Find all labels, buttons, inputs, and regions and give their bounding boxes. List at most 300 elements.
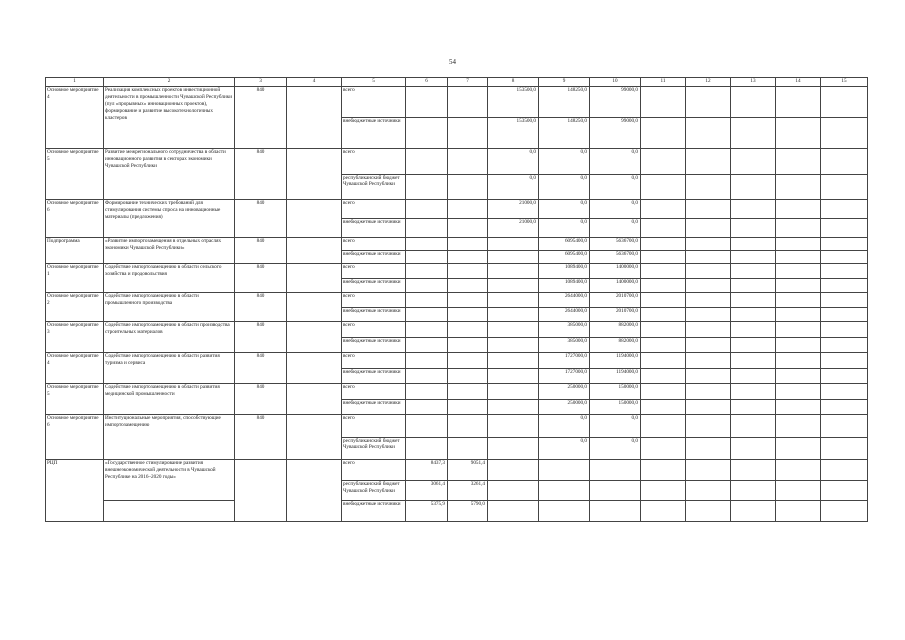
empty-cell (641, 415, 686, 438)
row-code-cell: 840 (235, 322, 287, 353)
empty-cell (731, 118, 776, 149)
row-type-cell: Основное мероприятие 6 (46, 415, 104, 460)
value-cell: 5375,9 (406, 501, 448, 522)
row-type-cell: Основное мероприятие 5 (46, 149, 104, 200)
empty-cell (731, 200, 776, 219)
value-cell: 153500,0 (488, 118, 539, 149)
value-cell (488, 307, 539, 322)
source-cell: всего (342, 264, 406, 279)
value-cell (448, 174, 488, 200)
header-cell: 11 (641, 78, 686, 87)
value-cell (448, 337, 488, 353)
empty-cell (776, 118, 821, 149)
empty-cell (821, 238, 868, 251)
empty-cell (776, 238, 821, 251)
row-type-cell: Основное мероприятие 4 (46, 87, 104, 149)
value-cell: 21000,0 (488, 219, 539, 238)
empty-cell (821, 437, 868, 460)
value-cell: 1400000,0 (590, 264, 641, 279)
value-cell: 6095400,0 (539, 238, 590, 251)
row-code-cell: 840 (235, 264, 287, 293)
value-cell: 0,0 (590, 415, 641, 438)
source-cell: всего (342, 322, 406, 338)
row-title-cell: Содействие импортозамещению в области промышленного производства (104, 293, 235, 322)
empty-cell (641, 307, 686, 322)
value-cell: 99000,0 (590, 87, 641, 118)
value-cell (590, 501, 641, 522)
empty-cell (641, 293, 686, 308)
empty-cell (731, 501, 776, 522)
table-row (46, 87, 868, 118)
empty-cell (287, 384, 342, 415)
empty-cell (821, 307, 868, 322)
empty-cell (821, 460, 868, 481)
empty-cell (686, 337, 731, 353)
empty-cell (776, 251, 821, 264)
value-cell: 2010700,0 (590, 307, 641, 322)
empty-cell (641, 399, 686, 415)
value-cell: 250000,0 (539, 399, 590, 415)
empty-cell (776, 501, 821, 522)
header-cell: 10 (590, 78, 641, 87)
value-cell (448, 219, 488, 238)
empty-cell (776, 264, 821, 279)
header-cell: 1 (46, 78, 104, 87)
value-cell: 2010700,0 (590, 293, 641, 308)
empty-cell (776, 87, 821, 118)
value-cell (488, 353, 539, 369)
empty-cell (641, 384, 686, 400)
value-cell: 0,0 (539, 149, 590, 175)
empty-cell (641, 460, 686, 481)
empty-cell (686, 219, 731, 238)
empty-cell (686, 437, 731, 460)
row-code-cell: 840 (235, 200, 287, 238)
empty-cell (776, 480, 821, 501)
source-cell: внебюджетные источники (342, 251, 406, 264)
empty-cell (776, 415, 821, 438)
empty-cell (641, 501, 686, 522)
empty-cell (641, 353, 686, 369)
source-cell: внебюджетные источники (342, 307, 406, 322)
value-cell: 1089400,0 (539, 278, 590, 293)
table-row (46, 415, 868, 438)
empty-cell (731, 384, 776, 400)
funding-table (45, 77, 868, 522)
empty-cell (731, 460, 776, 481)
value-cell: 0,0 (488, 149, 539, 175)
empty-cell (731, 149, 776, 175)
empty-cell (287, 322, 342, 353)
source-cell: всего (342, 353, 406, 369)
empty-cell (821, 251, 868, 264)
value-cell (406, 353, 448, 369)
source-cell: всего (342, 460, 406, 481)
table-row (46, 501, 868, 522)
value-cell (406, 251, 448, 264)
value-cell (406, 368, 448, 384)
value-cell (448, 149, 488, 175)
table-row (46, 460, 868, 481)
value-cell: 150000,0 (590, 399, 641, 415)
value-cell: 9051,4 (448, 460, 488, 481)
row-code-cell: 840 (235, 293, 287, 322)
value-cell: 0,0 (590, 437, 641, 460)
value-cell (406, 337, 448, 353)
value-cell: 882000,0 (590, 337, 641, 353)
value-cell (488, 238, 539, 251)
empty-cell (641, 200, 686, 219)
empty-cell (731, 437, 776, 460)
value-cell (488, 415, 539, 438)
empty-cell (287, 353, 342, 384)
empty-cell (731, 174, 776, 200)
source-cell: внебюджетные источники (342, 399, 406, 415)
row-type-cell: Подпрограмма (46, 238, 104, 264)
empty-cell (731, 353, 776, 369)
source-cell: внебюджетные источники (342, 118, 406, 149)
empty-cell (686, 384, 731, 400)
empty-cell (776, 322, 821, 338)
source-cell: всего (342, 87, 406, 118)
value-cell (406, 219, 448, 238)
empty-cell (686, 322, 731, 338)
header-cell: 12 (686, 78, 731, 87)
value-cell (448, 278, 488, 293)
row-type-cell: Основное мероприятие 2 (46, 293, 104, 322)
empty-cell (821, 264, 868, 279)
empty-cell (776, 384, 821, 400)
empty-cell (731, 293, 776, 308)
row-title-cell: Содействие импортозамещению в области развития медицинской промышленности (104, 384, 235, 415)
empty-cell (731, 219, 776, 238)
value-cell (448, 264, 488, 279)
table-row (46, 238, 868, 251)
page-number: 54 (449, 58, 456, 66)
value-cell (539, 501, 590, 522)
row-title-cell: Развитие межрегионального сотрудничества в области инновационного развития в секторах экономики Чувашской Республики (104, 149, 235, 200)
source-cell: республиканский бюджет Чувашской Республики (342, 480, 406, 501)
empty-cell (686, 251, 731, 264)
header-cell: 14 (776, 78, 821, 87)
source-cell: всего (342, 238, 406, 251)
row-code-cell: 840 (235, 415, 287, 460)
empty-cell (641, 278, 686, 293)
value-cell (406, 415, 448, 438)
value-cell (590, 460, 641, 481)
row-type-cell: Основное мероприятие 1 (46, 264, 104, 293)
value-cell (406, 399, 448, 415)
value-cell (406, 307, 448, 322)
empty-cell (776, 437, 821, 460)
empty-cell (287, 415, 342, 460)
empty-cell (731, 307, 776, 322)
empty-cell (776, 460, 821, 481)
empty-cell (686, 501, 731, 522)
empty-cell (821, 384, 868, 400)
value-cell: 0,0 (539, 437, 590, 460)
source-cell: всего (342, 384, 406, 400)
source-cell: внебюджетные источники (342, 501, 406, 522)
empty-cell (287, 264, 342, 293)
row-title-cell: Содействие импортозамещению в области развития туризма и сервиса (104, 353, 235, 384)
empty-cell (821, 219, 868, 238)
empty-cell (821, 501, 868, 522)
empty-cell (287, 238, 342, 264)
table-row (46, 200, 868, 219)
empty-cell (686, 293, 731, 308)
row-code-cell (235, 460, 287, 522)
value-cell (448, 293, 488, 308)
empty-cell (287, 149, 342, 200)
empty-cell (686, 415, 731, 438)
value-cell (590, 480, 641, 501)
value-cell: 1727000,0 (539, 368, 590, 384)
header-cell: 2 (104, 78, 235, 87)
value-cell: 8437,3 (406, 460, 448, 481)
empty-cell (731, 251, 776, 264)
header-cell: 5 (342, 78, 406, 87)
value-cell (488, 278, 539, 293)
value-cell: 1194000,0 (590, 353, 641, 369)
value-cell (539, 480, 590, 501)
empty-cell (821, 87, 868, 118)
row-type-cell: РЦП (46, 460, 104, 522)
value-cell (448, 353, 488, 369)
value-cell (448, 368, 488, 384)
value-cell: 5636700,0 (590, 238, 641, 251)
empty-cell (776, 200, 821, 219)
empty-cell (821, 368, 868, 384)
value-cell: 148250,0 (539, 118, 590, 149)
table-header-row (46, 78, 868, 87)
empty-cell (821, 353, 868, 369)
empty-cell (686, 149, 731, 175)
empty-cell (776, 219, 821, 238)
value-cell: 2644000,0 (539, 307, 590, 322)
value-cell: 5636700,0 (590, 251, 641, 264)
value-cell: 1194000,0 (590, 368, 641, 384)
value-cell (448, 118, 488, 149)
row-title-cell: Формирование технических требований для стимулирования системы спроса на инновационные материалы (предложения) (104, 200, 235, 238)
value-cell: 3261,4 (448, 480, 488, 501)
empty-cell (686, 238, 731, 251)
table-row (46, 322, 868, 338)
empty-cell (776, 149, 821, 175)
table-row (46, 293, 868, 308)
row-type-cell: Основное мероприятие 5 (46, 384, 104, 415)
empty-cell (641, 264, 686, 279)
value-cell: 2644000,0 (539, 293, 590, 308)
value-cell: 1727000,0 (539, 353, 590, 369)
value-cell: 385000,0 (539, 337, 590, 353)
header-cell: 4 (287, 78, 342, 87)
empty-cell (776, 293, 821, 308)
empty-cell (686, 307, 731, 322)
value-cell (406, 322, 448, 338)
value-cell (488, 460, 539, 481)
header-cell: 3 (235, 78, 287, 87)
row-code-cell: 840 (235, 238, 287, 264)
value-cell (448, 251, 488, 264)
value-cell (448, 307, 488, 322)
value-cell (539, 460, 590, 481)
empty-cell (731, 480, 776, 501)
empty-cell (731, 415, 776, 438)
empty-cell (776, 368, 821, 384)
header-cell: 9 (539, 78, 590, 87)
empty-cell (287, 460, 342, 522)
value-cell (406, 149, 448, 175)
value-cell (448, 87, 488, 118)
empty-cell (821, 174, 868, 200)
empty-cell (641, 437, 686, 460)
value-cell: 5790,0 (448, 501, 488, 522)
empty-cell (641, 149, 686, 175)
header-cell: 8 (488, 78, 539, 87)
value-cell: 0,0 (539, 200, 590, 219)
empty-cell (821, 337, 868, 353)
value-cell: 1400000,0 (590, 278, 641, 293)
value-cell: 6095400,0 (539, 251, 590, 264)
empty-cell (686, 278, 731, 293)
row-title-cell: «Развитие импортозамещения в отдельных отраслях экономики Чувашской Республики» (104, 238, 235, 264)
row-title-cell: Содействие импортозамещению в области производства строительных материалов (104, 322, 235, 353)
empty-cell (821, 415, 868, 438)
header-cell: 7 (448, 78, 488, 87)
value-cell: 0,0 (488, 174, 539, 200)
empty-cell (776, 307, 821, 322)
empty-cell (821, 293, 868, 308)
value-cell: 3061,4 (406, 480, 448, 501)
empty-cell (731, 399, 776, 415)
empty-cell (686, 118, 731, 149)
row-title-cell: «Государственное стимулирование развития внешнеэкономической деятельности в Чувашской Республике на 2016–2020 годы» (104, 460, 235, 501)
value-cell: 0,0 (539, 219, 590, 238)
header-cell: 13 (731, 78, 776, 87)
value-cell: 250000,0 (539, 384, 590, 400)
row-type-cell: Основное мероприятие 6 (46, 200, 104, 238)
table-row (46, 384, 868, 400)
empty-cell (641, 219, 686, 238)
value-cell: 0,0 (590, 149, 641, 175)
empty-cell (731, 238, 776, 251)
value-cell: 153500,0 (488, 87, 539, 118)
empty-cell (686, 353, 731, 369)
empty-cell (776, 399, 821, 415)
empty-cell (731, 278, 776, 293)
row-type-cell: Основное мероприятие 4 (46, 353, 104, 384)
empty-cell (821, 480, 868, 501)
value-cell (406, 118, 448, 149)
table-row (46, 149, 868, 175)
table-row (46, 264, 868, 279)
empty-cell (287, 293, 342, 322)
source-cell: внебюджетные источники (342, 219, 406, 238)
value-cell (488, 437, 539, 460)
value-cell: 882000,0 (590, 322, 641, 338)
value-cell (406, 238, 448, 251)
empty-cell (731, 337, 776, 353)
value-cell: 21000,0 (488, 200, 539, 219)
value-cell: 0,0 (590, 200, 641, 219)
source-cell: всего (342, 149, 406, 175)
empty-cell (686, 174, 731, 200)
value-cell (406, 384, 448, 400)
value-cell (488, 480, 539, 501)
value-cell (406, 174, 448, 200)
empty-cell (776, 278, 821, 293)
value-cell: 1089400,0 (539, 264, 590, 279)
value-cell (448, 200, 488, 219)
value-cell: 99000,0 (590, 118, 641, 149)
value-cell: 0,0 (590, 219, 641, 238)
empty-cell (641, 118, 686, 149)
empty-cell (731, 87, 776, 118)
value-cell (488, 264, 539, 279)
empty-cell (641, 238, 686, 251)
empty-cell (821, 322, 868, 338)
value-cell (406, 87, 448, 118)
empty-cell (821, 200, 868, 219)
source-cell: внебюджетные источники (342, 337, 406, 353)
value-cell (406, 200, 448, 219)
value-cell (448, 415, 488, 438)
empty-cell (731, 322, 776, 338)
source-cell: внебюджетные источники (342, 368, 406, 384)
empty-cell (686, 460, 731, 481)
empty-cell (776, 353, 821, 369)
empty-cell (686, 480, 731, 501)
value-cell (406, 264, 448, 279)
empty-cell (287, 200, 342, 238)
value-cell (488, 251, 539, 264)
empty-cell (731, 264, 776, 279)
empty-cell (686, 200, 731, 219)
row-title-cell: Реализация комплексных проектов инвестиционной деятельности в промышленности Чувашской Республики (пул «прорывных» инновационных проектов), формирование и развитие высокотехнологичных кластеров (104, 87, 235, 149)
row-type-cell: Основное мероприятие 3 (46, 322, 104, 353)
value-cell: 0,0 (590, 174, 641, 200)
empty-cell (686, 399, 731, 415)
empty-cell (641, 251, 686, 264)
empty-cell (287, 87, 342, 149)
value-cell (488, 501, 539, 522)
row-code-cell: 840 (235, 353, 287, 384)
value-cell (406, 278, 448, 293)
empty-cell (776, 337, 821, 353)
empty-cell (641, 174, 686, 200)
value-cell (488, 399, 539, 415)
empty-cell (686, 264, 731, 279)
value-cell: 385000,0 (539, 322, 590, 338)
value-cell (448, 437, 488, 460)
empty-cell (641, 87, 686, 118)
row-code-cell: 840 (235, 384, 287, 415)
source-cell: республиканский бюджет Чувашской Республики (342, 437, 406, 460)
row-title-cell: Институциональные мероприятия, способствующие импортозамещению (104, 415, 235, 460)
value-cell (448, 384, 488, 400)
value-cell (448, 399, 488, 415)
empty-cell (821, 399, 868, 415)
value-cell (488, 337, 539, 353)
value-cell (448, 238, 488, 251)
header-cell: 6 (406, 78, 448, 87)
value-cell (406, 437, 448, 460)
empty-cell (686, 87, 731, 118)
source-cell: всего (342, 415, 406, 438)
header-cell: 15 (821, 78, 868, 87)
value-cell: 150000,0 (590, 384, 641, 400)
